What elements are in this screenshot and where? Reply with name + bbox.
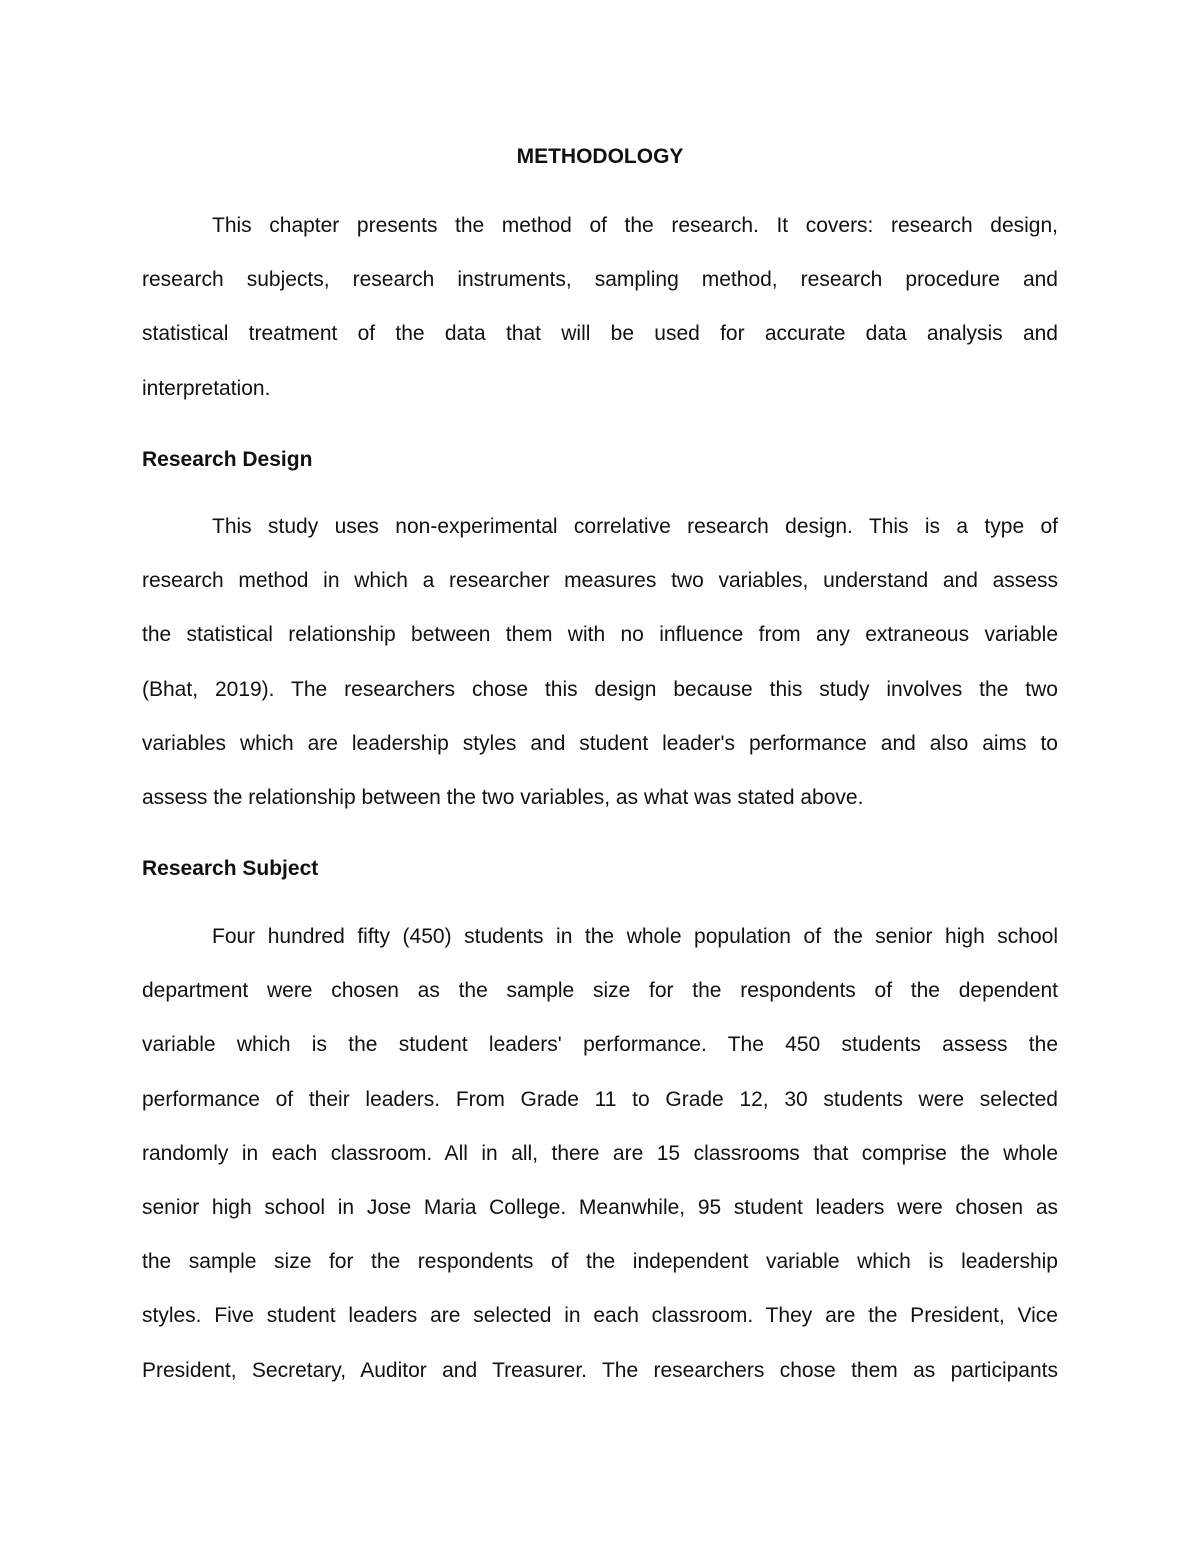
research-subject-line: senior high school in Jose Maria College. Meanwhile, 95 student leaders were chosen as xyxy=(142,1195,1058,1219)
research-subject-line: styles. Five student leaders are selected in each classroom. They are the President, Vice xyxy=(142,1304,1058,1328)
research-subject-line: Four hundred fifty (450) students in the whole population of the senior high school xyxy=(212,925,1058,948)
research-design-line: assess the relationship between the two variables, as what was stated above. xyxy=(142,785,864,809)
intro-line: research subjects, research instruments, sampling method, research procedure and xyxy=(142,268,1058,292)
research-subject-line: performance of their leaders. From Grade 11 to Grade 12, 30 students were selected xyxy=(142,1087,1058,1111)
intro-paragraph xyxy=(142,199,1058,416)
intro-line: statistical treatment of the data that will be used for accurate data analysis and xyxy=(142,322,1058,346)
research-subject-line: randomly in each classroom. All in all, there are 15 classrooms that comprise the whole xyxy=(142,1141,1058,1165)
research-design-line: (Bhat, 2019). The researchers chose this design because this study involves the two xyxy=(142,677,1058,701)
intro-line: interpretation. xyxy=(142,376,271,400)
research-subject-line: department were chosen as the sample size for the respondents of the dependent xyxy=(142,979,1058,1003)
research-design-line: the statistical relationship between them with no influence from any extraneous variable xyxy=(142,623,1058,647)
research-subject-line: President, Secretary, Auditor and Treasurer. The researchers chose them as participants xyxy=(142,1358,1058,1382)
research-design-line: variables which are leadership styles and student leader's performance and also aims to xyxy=(142,731,1058,755)
document-title: METHODOLOGY xyxy=(516,145,684,168)
research-subject-line: variable which is the student leaders' performance. The 450 students assess the xyxy=(142,1033,1058,1057)
research-design-line: research method in which a researcher measures two variables, understand and assess xyxy=(142,569,1058,593)
research-subject-line: the sample size for the respondents of the independent variable which is leadership xyxy=(142,1250,1058,1274)
research-subject-paragraph xyxy=(142,910,1058,1398)
intro-line: This chapter presents the method of the research. It covers: research design, xyxy=(212,214,1058,237)
section-heading-research-subject: Research Subject xyxy=(142,857,319,880)
section-heading-research-design: Research Design xyxy=(142,448,313,471)
research-design-paragraph xyxy=(142,500,1058,825)
research-design-line: This study uses non-experimental correlative research design. This is a type of xyxy=(212,515,1058,538)
